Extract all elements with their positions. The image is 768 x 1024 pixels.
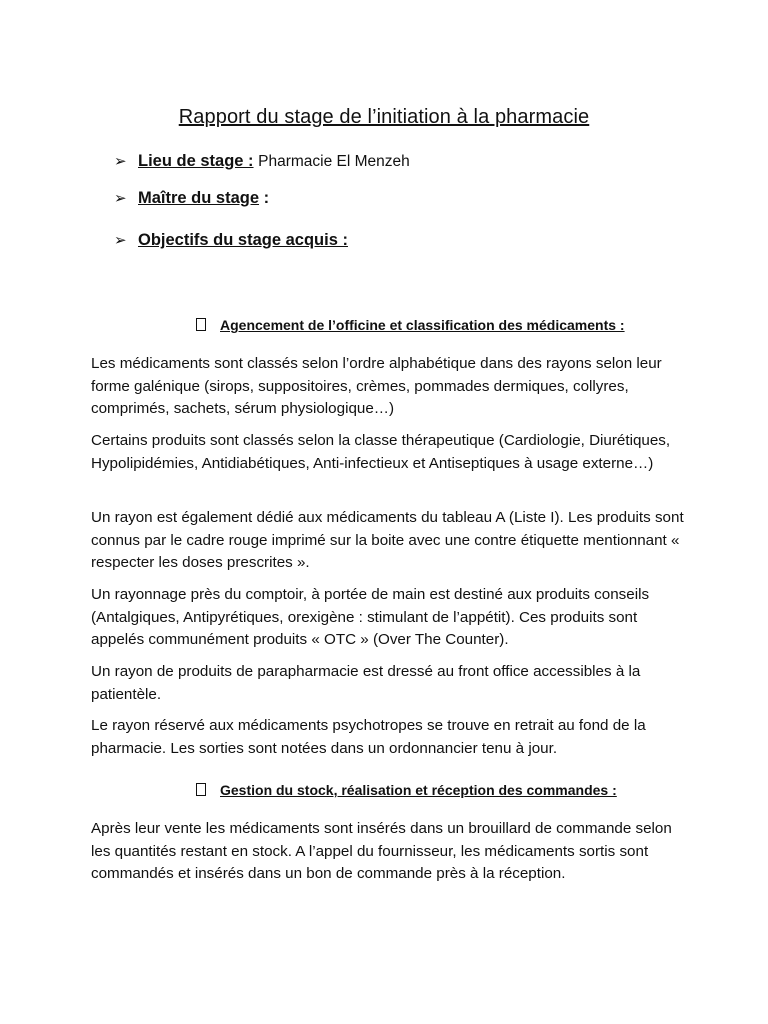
- paragraph: Un rayon de produits de parapharmacie est dressé au front office accessibles à la patientèle.: [91, 663, 641, 703]
- maitre-colon: :: [263, 189, 270, 207]
- square-bullet-icon: [196, 783, 206, 796]
- arrow-bullet-icon: ➢: [114, 232, 127, 249]
- lieu-row: [114, 152, 410, 171]
- section-heading: Gestion du stock, réalisation et réception des commandes :: [196, 782, 617, 798]
- paragraph: Certains produits sont classés selon la classe thérapeutique (Cardiologie, Diurétiques, Hypolipidémies, Antidiabétiques, Anti-infectieux et Antiseptiques à usage externe…): [91, 432, 671, 472]
- page-title: Rapport du stage de l’initiation à la pharmacie: [178, 106, 590, 128]
- section-heading: Agencement de l’officine et classification des médicaments :: [196, 317, 625, 333]
- paragraph: Les médicaments sont classés selon l’ordre alphabétique dans des rayons selon leur forme galénique (sirops, suppositoires, crèmes, pommades dermiques, collyres, comprimés, sachets, sérum physiologique…): [91, 355, 662, 417]
- paragraph: Le rayon réservé aux médicaments psychotropes se trouve en retrait au fond de la pharmacie. Les sorties sont notées dans un ordonnancier tenu à jour.: [91, 717, 646, 757]
- maitre-label: Maître du stage: [138, 189, 260, 207]
- arrow-bullet-icon: ➢: [114, 153, 127, 170]
- lieu-value: Pharmacie El Menzeh: [258, 153, 410, 170]
- paragraph: Un rayon est également dédié aux médicaments du tableau A (Liste I). Les produits sont connus par le cadre rouge imprimé sur la boite avec une contre étiquette mentionnant « respecter les doses prescrites ».: [91, 509, 684, 571]
- paragraph: Un rayonnage près du comptoir, à portée de main est destiné aux produits conseils (Antalgiques, Antipyrétiques, orexigène : stimulant de l’appétit). Ces produits sont appelés communément produits « OTC » (Over The Counter).: [91, 586, 650, 648]
- arrow-bullet-icon: ➢: [114, 190, 127, 207]
- maitre-row: [114, 189, 269, 208]
- paragraph: Après leur vente les médicaments sont insérés dans un brouillard de commande selon les quantités restant en stock. A l’appel du fournisseur, les médicaments sortis sont commandés et insérés dans un bon de commande près à la réception.: [91, 820, 672, 882]
- objectifs-row: [114, 231, 348, 250]
- square-bullet-icon: [196, 318, 206, 331]
- lieu-label: Lieu de stage :: [138, 152, 254, 170]
- objectifs-label: Objectifs du stage acquis :: [138, 231, 348, 249]
